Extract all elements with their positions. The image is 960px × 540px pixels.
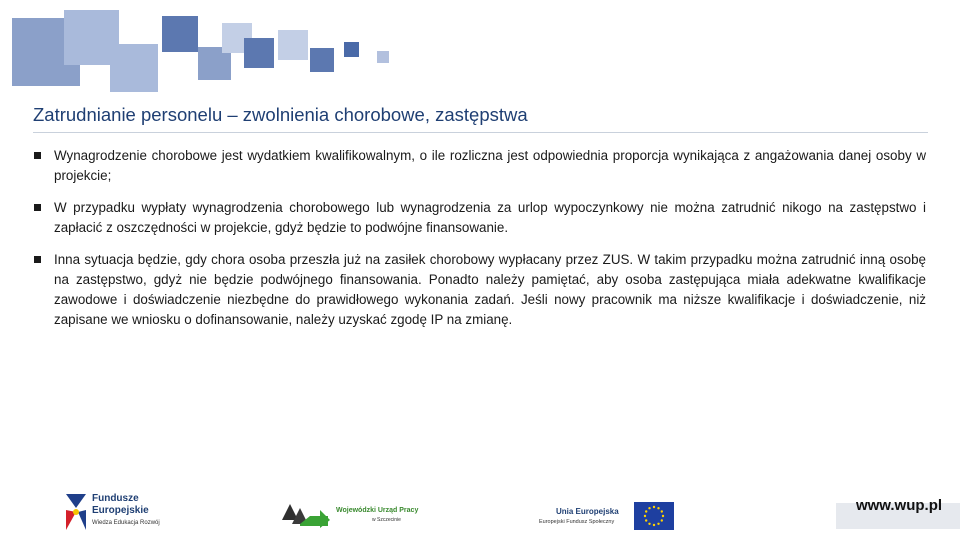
title-divider: [33, 132, 928, 133]
square: [310, 48, 334, 72]
list-item: W przypadku wypłaty wynagrodzenia chorobowego lub wynagrodzenia za urlop wypoczynkowy nie można zatrudnić nikogo na zastępstwo i zapłacić z oszczędności w projekcie, gdyż będzie to podwójne finansowanie.: [33, 198, 926, 238]
page-title: Zatrudnianie personelu – zwolnienia chorobowe, zastępstwa: [33, 104, 528, 125]
bullet-list: [33, 146, 926, 342]
wup-emblem-icon: [280, 498, 330, 528]
square: [344, 42, 359, 57]
list-item: Inna sytuacja będzie, gdy chora osoba przeszła już na zasiłek chorobowy wypłacany przez ZUS. W takim przypadku można zatrudnić inną osobę na zastępstwo, gdyż nie będzie podwójnego finansowania. Ponadto należy pamiętać, aby osoba zastępująca miała adekwatne kwalifikacje zawodowe i doświadczenie niezbędne do prawidłowego wykonania zadań. Jeśli nowy pracownik ma niższe kwalifikacje i doświadczenie, niż zapisane we wniosku o dofinansowanie, należy uzyskać zgodę IP na zmianę.: [33, 250, 926, 330]
fe-emblem-icon: [64, 492, 88, 532]
eu-flag-icon: [634, 502, 674, 530]
square: [278, 30, 308, 60]
bullet-icon: [34, 256, 41, 263]
fundusze-europejskie-logo: Fundusze Europejskie Wiedza Edukacja Rozwój: [64, 492, 184, 532]
website-url: www.wup.pl: [855, 497, 943, 514]
eu-logo: Unia Europejska Europejski Fundusz Społeczny: [536, 502, 676, 532]
square: [162, 16, 198, 52]
bullet-icon: [34, 152, 41, 159]
list-item: Wynagrodzenie chorobowe jest wydatkiem kwalifikowalnym, o ile rozliczna jest odpowiednia proporcja wynikająca z angażowania danej osoby w projekcie;: [33, 146, 926, 186]
square: [377, 51, 389, 63]
wup-logo: Wojewódzki Urząd Pracy w Szczecinie: [280, 498, 430, 530]
bullet-icon: [34, 204, 41, 211]
square: [110, 44, 158, 92]
square: [244, 38, 274, 68]
